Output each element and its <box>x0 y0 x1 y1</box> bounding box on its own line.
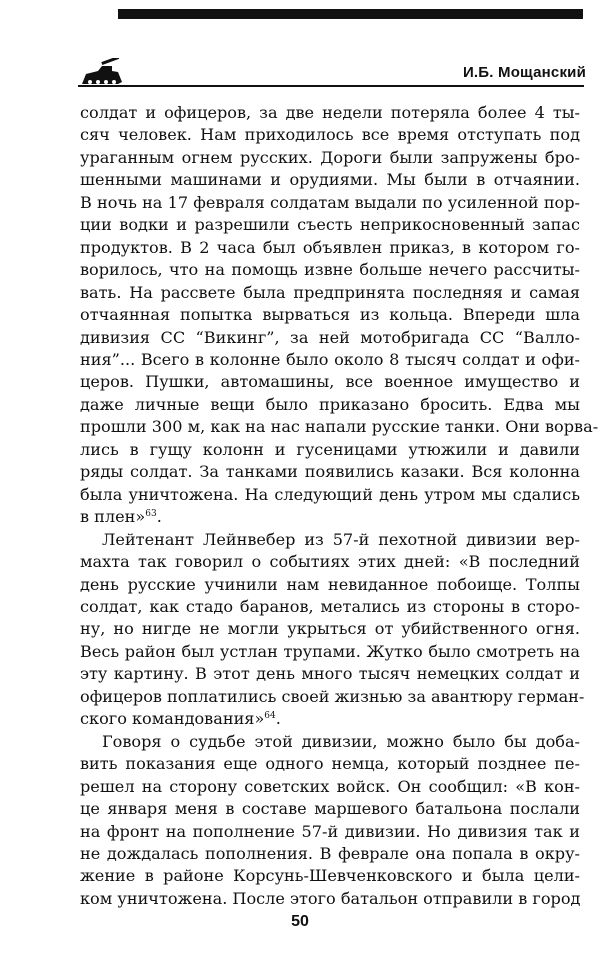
text-line: не дождалась пополнения. В феврале она попала в окру- <box>80 843 580 863</box>
text-line: дивизия СС “Викинг”, за ней мотобригада СС “Валло- <box>80 327 580 347</box>
text-line: отчаянная попытка вырваться из кольца. Впереди шла <box>80 305 580 325</box>
text-line: продуктов. В 2 часа был объявлен приказ, в котором го- <box>80 237 580 257</box>
text-line: офицеров поплатились своей жизнью за авантюру герман- <box>80 686 585 706</box>
footnote-ref: 64 <box>264 711 276 722</box>
text-line: была уничтожена. На следующий день утром мы сдались <box>80 484 580 504</box>
text-line: ворилось, что на помощь извне больше нечего рассчиты- <box>80 260 580 280</box>
page-number: 50 <box>291 913 309 930</box>
text-line: решел на сторону советских войск. Он сообщил: «В кон- <box>80 776 580 796</box>
text-line: церов. Пушки, автомашины, все военное имущество и <box>80 372 580 392</box>
text-line: эту картину. В этот день много тысяч немецких солдат и <box>80 664 580 684</box>
header-rule <box>78 85 584 87</box>
text-line: Говоря о судьбе этой дивизии, можно было бы доба- <box>102 731 580 751</box>
text-line: ком уничтожена. После этого батальон отправили в город <box>80 888 581 908</box>
text-line: ния”... Всего в колонне было около 8 тысяч солдат и офи- <box>80 349 580 369</box>
text-line: солдат, как стадо баранов, метались из стороны в сторо- <box>80 596 580 616</box>
text-line: це января меня в составе маршевого батальона послали <box>80 799 580 819</box>
text-line: ского командования»$^{64}$. <box>80 709 281 729</box>
text-line-content: ского командования» <box>80 709 265 729</box>
text-line: даже личные вещи было приказано бросить. Едва мы <box>80 394 580 414</box>
text-line: ряды солдат. За танками появились казаки. Вся колонна <box>80 462 580 482</box>
text-line: Лейтенант Лейнвебер из 57-й пехотной дивизии вер- <box>102 529 580 549</box>
text-line: ну, но нигде не могли укрыться от убийственного огня. <box>80 619 580 639</box>
top-rule <box>118 9 583 19</box>
text-line: солдат и офицеров, за две недели потеряла более 4 ты- <box>80 103 580 122</box>
text-line: на фронт на пополнение 57-й дивизии. Но дивизия так и <box>80 821 580 841</box>
text-line: в плен»$^{63}$. <box>80 507 162 527</box>
text-line: прошли 300 м, как на нас напали русские танки. Они ворва- <box>80 417 599 437</box>
footnote-ref: 63 <box>145 509 157 520</box>
text-line: В ночь на 17 февраля солдатам выдали по усиленной пор- <box>80 192 580 212</box>
text-line-content: в плен» <box>80 507 146 527</box>
text-line: ции водки и разрешили съесть неприкосновенный запас <box>80 215 580 235</box>
text-line: ураганным огнем русских. Дороги были запружены бро- <box>80 147 580 167</box>
running-header-author: И.Б. Мощанский <box>462 64 586 81</box>
text-line: сяч человек. Нам приходилось все время отступать под <box>80 125 580 145</box>
text-line: вать. На рассвете была предпринята последняя и самая <box>80 282 580 302</box>
text-line: вить показания еще одного немца, который позднее пе- <box>80 754 580 774</box>
text-line: день русские учинили нам невиданное побоище. Толпы <box>80 574 580 594</box>
text-line: жение в районе Корсунь-Шевченковского и была цели- <box>80 866 580 886</box>
text-line: Весь район был устлан трупами. Жутко было смотреть на <box>80 641 580 661</box>
body-text <box>80 102 599 910</box>
text-line: шенными машинами и орудиями. Мы были в отчаянии. <box>80 170 580 190</box>
text-line: махта так говорил о событиях этих дней: «В последний <box>80 552 580 572</box>
text-line: лись в гущу колонн и гусеницами утюжили и давили <box>80 439 580 459</box>
tank-logo-icon <box>78 58 124 86</box>
